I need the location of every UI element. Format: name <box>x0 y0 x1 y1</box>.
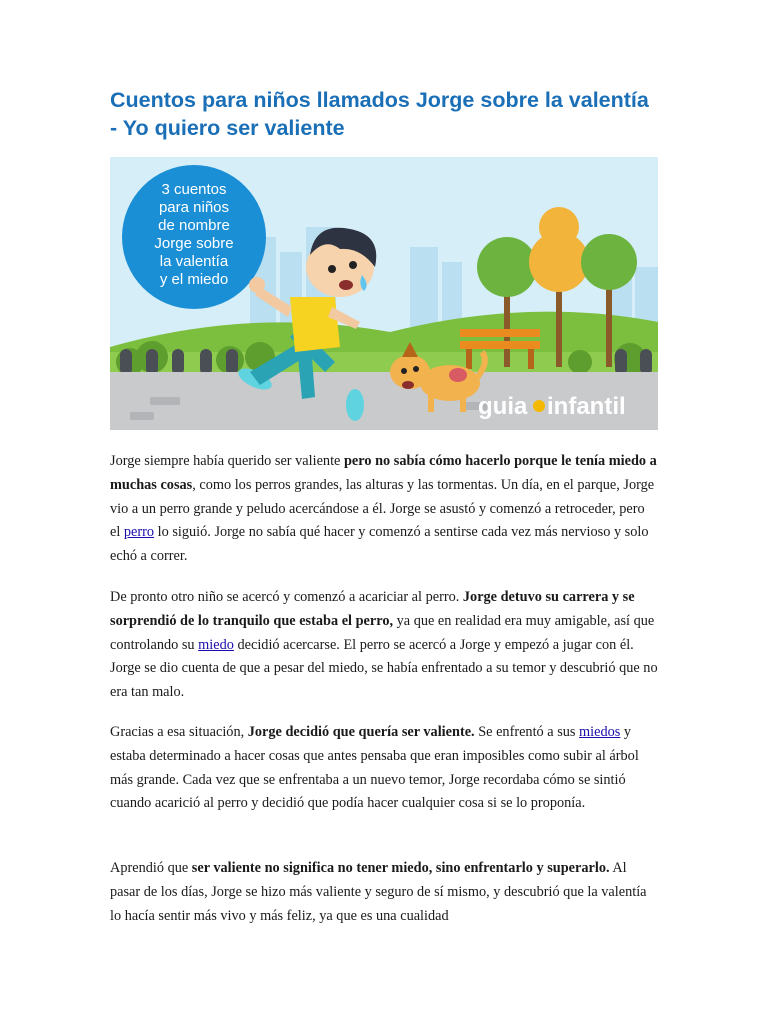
hero-scene <box>110 157 658 430</box>
badge-line: de nombre <box>158 217 230 234</box>
link-perro[interactable]: perro <box>123 524 155 541</box>
logo-dot <box>533 400 545 412</box>
emphasis: Jorge decidió que quería ser valiente. <box>247 724 475 740</box>
badge-text <box>154 181 233 288</box>
paragraph-3: Gracias a esa situación, Jorge decidió que quería ser valiente. Se enfrentó a sus miedos y estaba determinado a hacer cosas que antes pensaba que eran imposibles como subir al árbol más grande. Cada vez que se enfrentaba a un nuevo temor, Jorge recordaba cómo se sintió cuando acarició al perro y decidió que podía hacer cualquier cosa si se lo proponía. <box>110 724 639 812</box>
emphasis: Jorge detuvo su carrera y se sorprendió de lo tranquilo que estaba el perro, <box>110 589 635 629</box>
emphasis: pero no sabía cómo hacerlo porque le tenía miedo a muchas cosas <box>110 453 657 493</box>
link-miedo[interactable]: miedo <box>198 636 234 653</box>
guiainfantil-logo <box>478 393 626 420</box>
paragraph-2: De pronto otro niño se acercó y comenzó a acariciar al perro. Jorge detuvo su carrera y se sorprendió de lo tranquilo que estaba el perro, ya que en realidad era muy amigable, así que controlando su miedo decidió acercarse. El perro se acercó a Jorge y empezó a jugar con él. Jorge se dio cuenta de que a pesar del miedo, se había enfrentado a su temor y descubrió que no era tan malo. <box>110 589 658 701</box>
emphasis: ser valiente no significa no tener miedo, sino enfrentarlo y superarlo. <box>191 860 610 876</box>
badge-line: para niños <box>158 199 230 216</box>
hero-illustration <box>110 157 658 430</box>
link-miedos[interactable]: miedos <box>579 724 621 740</box>
logo-text-left: guia <box>478 393 528 420</box>
badge-line: Jorge sobre <box>154 235 234 252</box>
page-title: Cuentos para niños llamados Jorge sobre la valentía - Yo quiero ser valiente <box>110 88 649 140</box>
logo-text-right: infantil <box>547 393 626 420</box>
badge-line: y el miedo <box>159 271 229 288</box>
badge-line: la valentía <box>159 253 229 270</box>
badge-line: 3 cuentos <box>161 181 227 198</box>
paragraph-4: Aprendió que ser valiente no significa no tener miedo, sino enfrentarlo y superarlo. Al pasar de los días, Jorge se hizo más valiente y seguro de sí mismo, y descubrió que la valentía lo hacía sentir más vivo y más feliz, ya que es una cualidad <box>110 860 647 924</box>
paragraph-1: Jorge siempre había querido ser valiente pero no sabía cómo hacerlo porque le tenía miedo a muchas cosas, como los perros grandes, las alturas y las tormentas. Un día, en el parque, Jorge vio a un perro grande y peludo acercándose a él. Jorge se asustó y comenzó a retroceder, pero el perro lo siguió. Jorge no sabía qué hacer y comenzó a sentirse cada vez más nervioso y solo echó a correr. <box>110 453 657 565</box>
